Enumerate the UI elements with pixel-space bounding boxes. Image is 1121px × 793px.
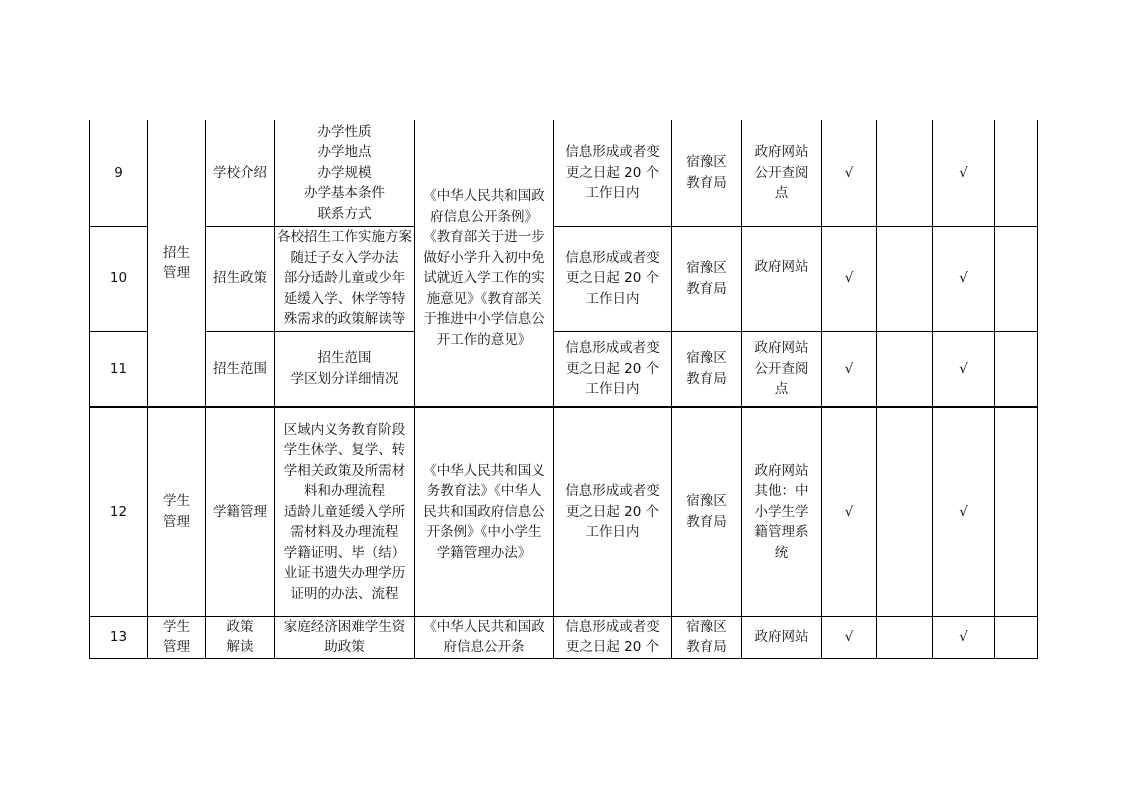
subject-text: 宿豫区教育局	[686, 618, 727, 655]
channel-cell: 政府网站	[742, 616, 822, 658]
check-mark: √	[933, 407, 995, 616]
channel-cell	[742, 331, 822, 407]
disclosure-table	[89, 120, 1038, 659]
content-cell	[275, 226, 415, 331]
content-line: 学区划分详细情况	[290, 370, 399, 387]
timing-text: 信息形成或者变更之日起 20 个	[565, 618, 660, 655]
check-empty	[877, 226, 933, 331]
basis-cell	[415, 120, 554, 407]
content-line: 适龄儿童延缓入学所需材料及办理流程	[283, 503, 406, 540]
check-empty	[877, 120, 933, 226]
check-mark: √	[933, 331, 995, 407]
row-number: 11	[90, 331, 148, 407]
table-row	[90, 120, 1038, 226]
timing-cell	[554, 407, 672, 616]
item-cell: 招生范围	[206, 331, 275, 407]
table-row	[90, 616, 1038, 658]
subject-cell	[672, 407, 742, 616]
content-line: 各校招生工作实施方案	[277, 229, 412, 246]
channel-cell	[742, 407, 822, 616]
channel-cell: 政府网站	[742, 226, 822, 331]
content-line: 区域内义务教育阶段学生休学、复学、转学相关政策及所需材料和办理流程	[283, 421, 406, 499]
content-cell	[275, 331, 415, 407]
check-mark: √	[933, 616, 995, 658]
item-label: 政策解读	[226, 618, 254, 655]
table-row	[90, 407, 1038, 616]
content-line: 学籍证明、毕（结）业证书遗失办理学历证明的办法、流程	[283, 544, 406, 602]
category-cell	[148, 120, 206, 407]
row-number: 12	[90, 407, 148, 616]
check-mark: √	[822, 226, 877, 331]
item-cell	[206, 616, 275, 658]
check-mark: √	[933, 226, 995, 331]
subject-text: 宿豫区教育局	[686, 260, 727, 297]
subject-cell	[672, 331, 742, 407]
basis-text: 《中华人民共和国政府信息公开条例》《教育部关于进一步做好小学升入初中免试就近入学工作的实施意见》《教育部关于推进中小学信息公开工作的意见》	[423, 188, 545, 348]
channel-cell	[742, 120, 822, 226]
category-cell	[148, 407, 206, 616]
subject-cell	[672, 226, 742, 331]
check-empty	[995, 331, 1038, 407]
timing-cell	[554, 120, 672, 226]
row-number: 9	[90, 120, 148, 226]
content-line: 办学性质	[317, 123, 372, 140]
content-cell	[275, 616, 415, 658]
content-line: 随迁子女入学办法	[290, 249, 399, 266]
content-line: 办学规模	[317, 164, 372, 181]
check-empty	[995, 616, 1038, 658]
channel-text: 政府网站公开查阅点	[754, 340, 809, 397]
content-line: 家庭经济困难学生资助政策	[283, 618, 406, 655]
timing-text: 信息形成或者变更之日起 20 个工作日内	[565, 249, 660, 307]
subject-cell	[672, 120, 742, 226]
timing-text: 信息形成或者变更之日起 20 个工作日内	[565, 483, 660, 540]
item-cell: 招生政策	[206, 226, 275, 331]
basis-cell	[415, 616, 554, 658]
check-mark: √	[822, 616, 877, 658]
category-label: 学生管理	[163, 493, 190, 530]
content-line: 招生范围	[317, 350, 372, 367]
timing-text: 信息形成或者变更之日起 20 个工作日内	[565, 340, 660, 397]
content-line: 办学地点	[317, 144, 372, 160]
timing-text: 信息形成或者变更之日起 20 个工作日内	[565, 144, 660, 201]
category-label: 学生管理	[163, 618, 190, 655]
category-label: 招生管理	[163, 244, 190, 281]
content-cell	[275, 407, 415, 616]
check-empty	[995, 120, 1038, 226]
content-line: 部分适龄儿童或少年延缓入学、休学等特殊需求的政策解读等	[283, 270, 406, 328]
subject-text: 宿豫区教育局	[686, 493, 727, 530]
timing-cell	[554, 616, 672, 658]
channel-text: 政府网站其他：中小学生学籍管理系统	[754, 462, 809, 561]
check-empty	[877, 331, 933, 407]
content-line: 联系方式	[317, 205, 372, 222]
table-row	[90, 331, 1038, 407]
basis-text: 《中华人民共和国政府信息公开条	[423, 618, 545, 655]
check-mark: √	[822, 120, 877, 226]
check-empty	[995, 226, 1038, 331]
check-mark: √	[822, 407, 877, 616]
check-mark: √	[822, 331, 877, 407]
subject-cell	[672, 616, 742, 658]
check-empty	[877, 407, 933, 616]
timing-cell	[554, 226, 672, 331]
table-row	[90, 226, 1038, 331]
content-line: 办学基本条件	[304, 185, 385, 201]
check-empty	[995, 407, 1038, 616]
check-empty	[877, 616, 933, 658]
subject-text: 宿豫区教育局	[686, 154, 727, 191]
subject-text: 宿豫区教育局	[686, 350, 727, 387]
timing-cell	[554, 331, 672, 407]
row-number: 10	[90, 226, 148, 331]
category-cell	[148, 616, 206, 658]
content-cell	[275, 120, 415, 226]
check-mark: √	[933, 120, 995, 226]
basis-text: 《中华人民共和国义务教育法》《中华人民共和国政府信息公开条例》《中小学生学籍管理办法》	[423, 462, 545, 561]
row-number: 13	[90, 616, 148, 658]
channel-text: 政府网站公开查阅点	[754, 144, 809, 201]
item-cell: 学校介绍	[206, 120, 275, 226]
basis-cell	[415, 407, 554, 616]
item-cell: 学籍管理	[206, 407, 275, 616]
